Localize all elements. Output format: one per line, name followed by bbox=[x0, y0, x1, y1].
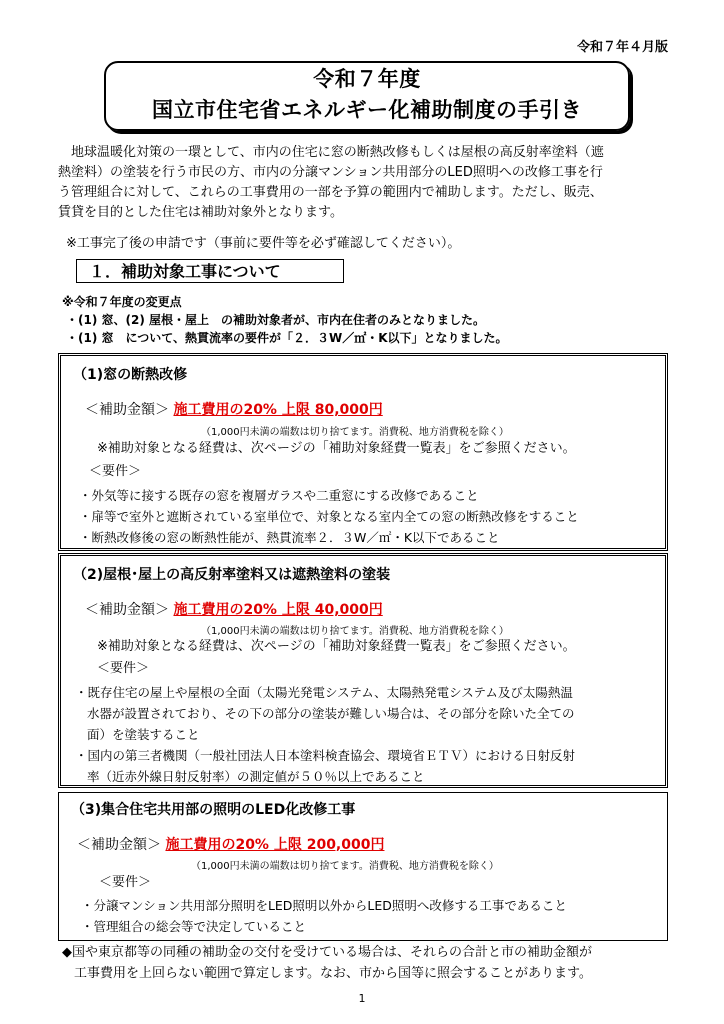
requirement-item: ・分譲マンション共用部分照明をLED照明以外からLED照明へ改修する工事であること bbox=[81, 898, 567, 913]
edition-label: 令和７年４月版 bbox=[576, 40, 668, 55]
requirement-item: ・既存住宅の屋上や屋根の全面（太陽光発電システム、太陽熱発電システム及び太陽熱温 bbox=[75, 685, 573, 700]
amount-value: 施工費用の20% 上限 80,000円 bbox=[173, 402, 383, 418]
expense-note: ※補助対象となる経費は、次ページの「補助対象経費一覧表」をご参照ください。 bbox=[97, 441, 576, 456]
intro-line: 地球温暖化対策の一環として、市内の住宅に窓の断熱改修もしくは屋根の高反射率塗料（遮 bbox=[71, 145, 604, 160]
rounding-note: （1,000円未満の端数は切り捨てます。消費税、地方消費税を除く） bbox=[201, 427, 509, 438]
title-line1: 令和７年度 bbox=[313, 67, 421, 91]
requirement-item: ・外気等に接する既存の窓を複層ガラスや二重窓にする改修であること bbox=[79, 488, 479, 503]
footer-note: 工事費用を上回らない範囲で算定します。なお、市から国等に照会することがあります。 bbox=[74, 966, 592, 981]
requirement-item: ・扉等で室外と遮断されている室単位で、対象となる室内全ての窓の断熱改修をすること bbox=[79, 509, 579, 524]
amount-label: ＜補助金額＞ bbox=[85, 602, 169, 618]
change-item: ・(1) 窓 について、熱貫流率の要件が「２．３W／㎡・K以下」となりました。 bbox=[66, 331, 508, 345]
page-number: 1 bbox=[358, 992, 366, 1005]
rounding-note: （1,000円未満の端数は切り捨てます。消費税、地方消費税を除く） bbox=[201, 626, 509, 637]
requirements-label: ＜要件＞ bbox=[97, 661, 150, 676]
amount-label: ＜補助金額＞ bbox=[85, 402, 169, 418]
requirement-item: 水器が設置されており、その下の部分の塗装が難しい場合は、その部分を除いた全ての bbox=[87, 706, 575, 721]
box-heading: （1)窓の断熱改修 bbox=[73, 367, 188, 383]
requirement-item: ・断熱改修後の窓の断熱性能が、熱貫流率２．３W／㎡・K以下であること bbox=[79, 530, 500, 545]
section-heading: １．補助対象工事について bbox=[76, 259, 344, 283]
requirement-item: 面）を塗装すること bbox=[87, 727, 200, 742]
amount-label: ＜補助金額＞ bbox=[77, 837, 161, 853]
change-item: ・(1) 窓、(2) 屋根・屋上 の補助対象者が、市内在住者のみとなりました。 bbox=[66, 313, 485, 327]
intro-line: 熱塗料）の塗装を行う市民の方、市内の分譲マンション共用部分のLED照明への改修工事を行 bbox=[58, 165, 603, 180]
requirement-item: ・管理組合の総会等で決定していること bbox=[81, 919, 307, 934]
intro-line: 賃貸を目的とした住宅は補助対象外となります。 bbox=[58, 205, 343, 220]
requirement-item: ・国内の第三者機関（一般社団法人日本塗料検査協会、環境省ＥＴＶ）における日射反射 bbox=[75, 748, 576, 763]
intro-line: う管理組合に対して、これらの工事費用の一部を予算の範囲内で補助します。ただし、販売、 bbox=[58, 185, 603, 200]
window-insulation-box bbox=[58, 353, 668, 551]
box-heading: （2)屋根･屋上の高反射率塗料又は遮熱塗料の塗装 bbox=[73, 567, 391, 583]
changes-heading: ※令和７年度の変更点 bbox=[62, 295, 182, 309]
title-line2: 国立市住宅省エネルギー化補助制度の手引き bbox=[152, 98, 582, 122]
expense-note: ※補助対象となる経費は、次ページの「補助対象経費一覧表」をご参照ください。 bbox=[97, 639, 576, 654]
amount-value: 施工費用の20% 上限 200,000円 bbox=[165, 837, 385, 853]
subsidy-amount bbox=[77, 834, 384, 854]
requirements-label: ＜要件＞ bbox=[99, 875, 152, 890]
roof-coating-box bbox=[58, 553, 668, 788]
rounding-note: （1,000円未満の端数は切り捨てます。消費税、地方消費税を除く） bbox=[191, 861, 499, 872]
led-lighting-box bbox=[58, 792, 668, 941]
requirements-label: ＜要件＞ bbox=[89, 464, 142, 479]
box-heading: （3)集合住宅共用部の照明のLED化改修工事 bbox=[71, 802, 356, 818]
requirement-item: 率（近赤外線日射反射率）の測定値が５０％以上であること bbox=[87, 769, 425, 784]
title-box bbox=[104, 61, 630, 131]
subsidy-amount bbox=[85, 599, 383, 619]
intro-paragraph bbox=[58, 143, 670, 223]
footer-note: ◆国や東京都等の同種の補助金の交付を受けている場合は、それらの合計と市の補助金額が bbox=[62, 945, 592, 960]
apply-note: ※工事完了後の申請です（事前に要件等を必ず確認してください）。 bbox=[66, 236, 461, 251]
subsidy-amount bbox=[85, 399, 383, 419]
amount-value: 施工費用の20% 上限 40,000円 bbox=[173, 602, 383, 618]
